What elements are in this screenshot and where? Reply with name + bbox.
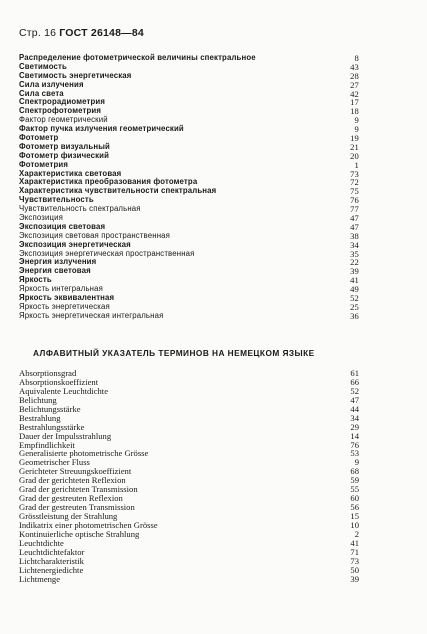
index-term: Lichtenergiedichte	[19, 564, 84, 575]
index-page-ref: 28	[350, 70, 359, 81]
index-page-ref: 53	[350, 448, 359, 459]
index-page-ref: 10	[350, 519, 359, 530]
page-header	[19, 27, 144, 39]
index-term: Характеристика чувствительности спектральная	[19, 186, 217, 196]
index-page-ref: 22	[350, 257, 359, 268]
index-term: Яркость эквивалентная	[19, 293, 115, 303]
index-term: Gerichteter Streuungskoeffizient	[19, 466, 132, 477]
index-page-ref: 38	[350, 230, 359, 241]
index-term: Яркость	[19, 275, 52, 285]
index-page-ref: 76	[350, 439, 359, 450]
index-term: Фотометрия	[19, 159, 69, 169]
index-page-ref: 42	[350, 88, 359, 99]
index-term: Absorptionsgrad	[19, 368, 77, 378]
index-term: Dauer der Impulsstrahlung	[19, 430, 112, 441]
index-page-ref: 17	[350, 97, 359, 108]
index-page-ref: 72	[350, 177, 359, 188]
index-entry	[19, 267, 359, 276]
index-entry	[19, 405, 359, 414]
index-term: Энергия излучения	[19, 257, 97, 267]
index-page-ref: 73	[350, 555, 359, 566]
index-term: Экспозиция энергетическая	[19, 239, 131, 249]
index-term: Энергия световая	[19, 266, 91, 276]
index-entry	[19, 566, 359, 575]
index-page-ref: 19	[350, 133, 359, 144]
index-page-ref: 34	[350, 239, 359, 250]
index-term: Сила излучения	[19, 79, 84, 89]
index-entry	[19, 152, 359, 161]
index-page-ref: 43	[350, 61, 359, 72]
index-page-ref: 50	[350, 564, 359, 575]
index-page-ref: 75	[350, 186, 359, 197]
index-page-ref: 39	[350, 573, 359, 584]
index-term: Belichtung	[19, 394, 57, 405]
index-entry	[19, 530, 359, 539]
index-term: Absorptionskoeffizient	[19, 376, 99, 387]
index-term: Яркость энергетическая интегральная	[19, 310, 164, 320]
index-entry	[19, 575, 359, 584]
index-entry	[19, 125, 359, 134]
index-page-ref: 14	[350, 430, 359, 441]
index-page-ref: 8	[354, 53, 359, 63]
index-term: Экспозиция световая	[19, 221, 106, 231]
index-page-ref: 9	[354, 457, 359, 468]
index-term: Спектрофотометрия	[19, 106, 102, 116]
index-page-ref: 66	[350, 376, 359, 387]
standard-designation: ГОСТ 26148—84	[59, 27, 144, 39]
index-term: Grad der gestreuten Transmission	[19, 502, 135, 513]
index-term: Светимость энергетическая	[19, 70, 132, 80]
index-term: Lichtcharakteristik	[19, 555, 84, 566]
index-term: Характеристика преобразования фотометра	[19, 177, 198, 187]
index-term: Bestrahlungsstärke	[19, 421, 85, 432]
index-page-ref: 29	[350, 421, 359, 432]
index-page-ref: 47	[350, 221, 359, 232]
index-term: Belichtungsstärke	[19, 403, 81, 414]
german-term-index	[19, 369, 359, 584]
index-page-ref: 18	[350, 106, 359, 117]
index-term: Bestrahlung	[19, 412, 61, 423]
page-number: Стр. 16	[19, 27, 57, 39]
index-page-ref: 39	[350, 266, 359, 277]
index-entry	[19, 54, 359, 63]
german-index-heading: АЛФАВИТНЫЙ УКАЗАТЕЛЬ ТЕРМИНОВ НА НЕМЕЦКОМ ЯЗЫКЕ	[33, 348, 315, 358]
index-page-ref: 20	[350, 150, 359, 161]
index-page-ref: 60	[350, 493, 359, 504]
index-page-ref: 59	[350, 475, 359, 486]
index-term: Фотометр физический	[19, 150, 110, 160]
index-page-ref: 15	[350, 511, 359, 521]
index-entry	[19, 205, 359, 214]
index-entry	[19, 81, 359, 90]
index-term: Фотометр визуальный	[19, 141, 110, 151]
index-page-ref: 41	[350, 275, 359, 286]
index-term: Сила света	[19, 88, 64, 98]
index-term: Grad der gestreuten Reflexion	[19, 493, 123, 504]
index-page-ref: 34	[350, 412, 359, 423]
index-term: Grad der gerichteten Reflexion	[19, 475, 126, 486]
index-page-ref: 61	[350, 368, 359, 378]
index-term: Leuchtdichte	[19, 537, 64, 548]
index-term: Распределение фотометрической величины спектральное	[19, 53, 256, 62]
index-entry	[19, 387, 359, 396]
index-page-ref: 35	[350, 248, 359, 259]
index-term: Aquivalente Leuchtdichte	[19, 385, 109, 396]
index-page-ref: 77	[350, 204, 359, 215]
index-term: Экспозиция энергетическая пространственная	[19, 248, 195, 258]
index-page-ref: 9	[354, 115, 359, 126]
index-page-ref: 73	[350, 168, 359, 179]
index-page-ref: 47	[350, 394, 359, 405]
index-term: Спектрорадиометрия	[19, 97, 106, 107]
index-page-ref: 56	[350, 502, 359, 513]
index-term: Leuchtdichtefaktor	[19, 546, 85, 557]
index-term: Фактор геометрический	[19, 115, 108, 125]
index-term: Grad der gerichteten Transmission	[19, 484, 138, 495]
index-page-ref: 41	[350, 537, 359, 548]
index-term: Geometrischer Fluss	[19, 457, 90, 468]
index-page-ref: 52	[350, 293, 359, 304]
index-page-ref: 1	[354, 159, 359, 170]
index-term: Grösstleistung der Strahlung	[19, 511, 118, 521]
index-page-ref: 2	[354, 528, 359, 539]
index-page-ref: 52	[350, 385, 359, 396]
index-page-ref: 44	[350, 403, 359, 414]
index-term: Empfindlichkeit	[19, 439, 75, 450]
index-term: Яркость интегральная	[19, 284, 103, 294]
index-term: Экспозиция	[19, 213, 63, 223]
index-term: Фактор пучка излучения геометрический	[19, 124, 184, 134]
index-page-ref: 47	[350, 213, 359, 224]
index-page-ref: 55	[350, 484, 359, 495]
index-page-ref: 49	[350, 284, 359, 295]
index-entry	[19, 312, 359, 321]
index-term: Фотометр	[19, 133, 59, 143]
index-term: Экспозиция световая пространственная	[19, 230, 171, 240]
index-term: Чувствительность	[19, 195, 94, 205]
index-page-ref: 76	[350, 195, 359, 206]
index-page-ref: 9	[354, 124, 359, 135]
index-term: Generalisierte photometrische Grösse	[19, 448, 149, 459]
index-term: Светимость	[19, 61, 67, 71]
russian-term-index	[19, 54, 359, 321]
index-term: Lichtmenge	[19, 573, 61, 584]
index-page-ref: 27	[350, 79, 359, 90]
index-page-ref: 68	[350, 466, 359, 477]
index-term: Kontinuierliche optische Strahlung	[19, 528, 140, 539]
index-term: Яркость энергетическая	[19, 301, 110, 311]
index-term: Характеристика световая	[19, 168, 122, 178]
index-term: Indikatrix einer photometrischen Grösse	[19, 519, 158, 530]
index-page-ref: 21	[350, 141, 359, 152]
index-page-ref: 71	[350, 546, 359, 557]
index-page-ref: 25	[350, 301, 359, 312]
index-page-ref: 36	[350, 310, 359, 321]
index-term: Чувствительность спектральная	[19, 204, 141, 214]
